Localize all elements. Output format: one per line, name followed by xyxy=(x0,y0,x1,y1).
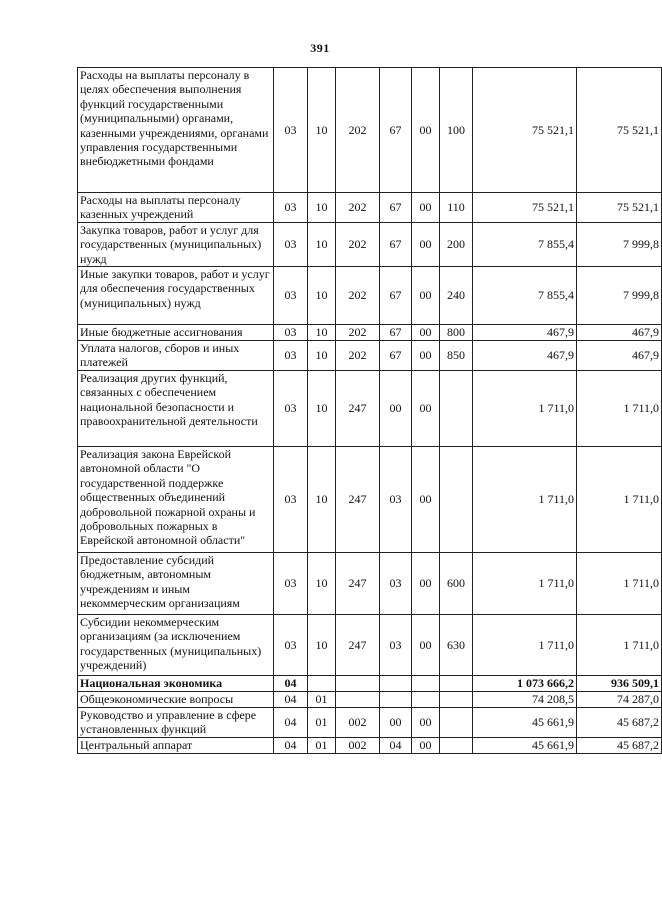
row-target-code-3 xyxy=(412,692,440,708)
table-row xyxy=(78,325,662,341)
row-section: 03 xyxy=(274,325,308,341)
row-target-code-3: 00 xyxy=(412,615,440,676)
row-name: Расходы на выплаты персоналу в целях обеспечения выполнения функций государственными (муниципальными) органами, казенными учреждениями, органами управления государственными внебюджетными фондами xyxy=(78,68,274,193)
row-section: 03 xyxy=(274,193,308,223)
row-target-code-3: 00 xyxy=(412,447,440,553)
row-expense-type: 200 xyxy=(440,222,473,266)
row-target-code-1: 002 xyxy=(336,708,380,738)
row-expense-type xyxy=(440,708,473,738)
row-expense-type: 800 xyxy=(440,325,473,341)
row-target-code-3: 00 xyxy=(412,708,440,738)
row-amount-year-2: 45 687,2 xyxy=(577,708,662,738)
table-row xyxy=(78,692,662,708)
budget-table xyxy=(77,67,662,754)
row-amount-year-1: 7 855,4 xyxy=(473,267,577,325)
row-target-code-2: 67 xyxy=(380,68,412,193)
row-target-code-1: 202 xyxy=(336,222,380,266)
row-target-code-1: 247 xyxy=(336,447,380,553)
table-row xyxy=(78,193,662,223)
row-section: 04 xyxy=(274,676,308,692)
row-target-code-1 xyxy=(336,676,380,692)
row-amount-year-1: 1 711,0 xyxy=(473,371,577,447)
row-amount-year-2: 1 711,0 xyxy=(577,553,662,615)
row-section: 03 xyxy=(274,341,308,371)
row-amount-year-2: 936 509,1 xyxy=(577,676,662,692)
row-target-code-1: 247 xyxy=(336,371,380,447)
row-section: 03 xyxy=(274,222,308,266)
row-target-code-3: 00 xyxy=(412,193,440,223)
row-target-code-2: 67 xyxy=(380,325,412,341)
row-target-code-1: 202 xyxy=(336,193,380,223)
row-name: Закупка товаров, работ и услуг для государственных (муниципальных) нужд xyxy=(78,222,274,266)
row-expense-type xyxy=(440,676,473,692)
row-expense-type: 110 xyxy=(440,193,473,223)
row-target-code-2: 67 xyxy=(380,193,412,223)
table-row xyxy=(78,708,662,738)
row-target-code-3: 00 xyxy=(412,267,440,325)
row-target-code-3: 00 xyxy=(412,371,440,447)
row-name: Уплата налогов, сборов и иных платежей xyxy=(78,341,274,371)
row-target-code-1: 202 xyxy=(336,68,380,193)
row-amount-year-2: 7 999,8 xyxy=(577,267,662,325)
row-target-code-2: 67 xyxy=(380,222,412,266)
row-name: Руководство и управление в сфере установленных функций xyxy=(78,708,274,738)
row-subsection: 10 xyxy=(308,267,336,325)
row-amount-year-1: 7 855,4 xyxy=(473,222,577,266)
row-expense-type: 600 xyxy=(440,553,473,615)
row-section: 03 xyxy=(274,68,308,193)
row-amount-year-1: 45 661,9 xyxy=(473,708,577,738)
row-amount-year-2: 74 287,0 xyxy=(577,692,662,708)
row-name: Реализация закона Еврейской автономной области "О государственной поддержке общественных объединений добровольной пожарной охраны и добровольных пожарных в Еврейской автономной области" xyxy=(78,447,274,553)
table-row xyxy=(78,676,662,692)
row-target-code-2: 00 xyxy=(380,371,412,447)
row-amount-year-1: 467,9 xyxy=(473,325,577,341)
row-target-code-2: 03 xyxy=(380,615,412,676)
row-amount-year-2: 1 711,0 xyxy=(577,615,662,676)
row-amount-year-2: 45 687,2 xyxy=(577,738,662,754)
row-target-code-2: 67 xyxy=(380,267,412,325)
row-subsection: 10 xyxy=(308,325,336,341)
row-name: Общеэкономические вопросы xyxy=(78,692,274,708)
row-target-code-1: 202 xyxy=(336,325,380,341)
row-subsection: 01 xyxy=(308,692,336,708)
row-target-code-1: 202 xyxy=(336,267,380,325)
row-target-code-1: 002 xyxy=(336,738,380,754)
row-name: Национальная экономика xyxy=(78,676,274,692)
row-section: 03 xyxy=(274,267,308,325)
row-expense-type: 240 xyxy=(440,267,473,325)
row-subsection xyxy=(308,676,336,692)
row-subsection: 10 xyxy=(308,553,336,615)
row-section: 03 xyxy=(274,615,308,676)
row-section: 04 xyxy=(274,708,308,738)
row-target-code-1: 247 xyxy=(336,615,380,676)
row-subsection: 10 xyxy=(308,341,336,371)
row-target-code-3 xyxy=(412,676,440,692)
table-row xyxy=(78,615,662,676)
row-name: Расходы на выплаты персоналу казенных учреждений xyxy=(78,193,274,223)
row-target-code-2: 03 xyxy=(380,553,412,615)
row-amount-year-2: 467,9 xyxy=(577,325,662,341)
row-section: 04 xyxy=(274,692,308,708)
row-subsection: 10 xyxy=(308,447,336,553)
row-target-code-2 xyxy=(380,676,412,692)
row-target-code-2: 04 xyxy=(380,738,412,754)
row-target-code-1: 202 xyxy=(336,341,380,371)
row-amount-year-1: 1 711,0 xyxy=(473,615,577,676)
row-name: Центральный аппарат xyxy=(78,738,274,754)
row-target-code-2: 03 xyxy=(380,447,412,553)
row-section: 03 xyxy=(274,553,308,615)
row-target-code-2: 00 xyxy=(380,708,412,738)
row-target-code-3: 00 xyxy=(412,553,440,615)
row-amount-year-1: 74 208,5 xyxy=(473,692,577,708)
row-expense-type xyxy=(440,738,473,754)
row-target-code-2 xyxy=(380,692,412,708)
row-expense-type xyxy=(440,371,473,447)
table-row xyxy=(78,267,662,325)
row-amount-year-1: 1 073 666,2 xyxy=(473,676,577,692)
table-row xyxy=(78,68,662,193)
row-subsection: 10 xyxy=(308,193,336,223)
row-amount-year-1: 467,9 xyxy=(473,341,577,371)
row-name: Предоставление субсидий бюджетным, автономным учреждениям и иным некоммерческим организациям xyxy=(78,553,274,615)
row-expense-type: 630 xyxy=(440,615,473,676)
row-amount-year-1: 1 711,0 xyxy=(473,553,577,615)
row-subsection: 10 xyxy=(308,615,336,676)
table-row xyxy=(78,222,662,266)
row-subsection: 01 xyxy=(308,738,336,754)
row-amount-year-2: 7 999,8 xyxy=(577,222,662,266)
row-subsection: 10 xyxy=(308,222,336,266)
row-target-code-3: 00 xyxy=(412,325,440,341)
page-number: 391 xyxy=(310,41,330,55)
table-row xyxy=(78,341,662,371)
row-name: Реализация других функций, связанных с обеспечением национальной безопасности и правоохранительной деятельности xyxy=(78,371,274,447)
row-amount-year-2: 1 711,0 xyxy=(577,447,662,553)
row-target-code-3: 00 xyxy=(412,738,440,754)
row-expense-type: 850 xyxy=(440,341,473,371)
row-amount-year-2: 75 521,1 xyxy=(577,193,662,223)
row-name: Иные бюджетные ассигнования xyxy=(78,325,274,341)
row-subsection: 10 xyxy=(308,68,336,193)
row-name: Субсидии некоммерческим организациям (за исключением государственных (муниципальных) учреждений) xyxy=(78,615,274,676)
row-target-code-1: 247 xyxy=(336,553,380,615)
row-section: 03 xyxy=(274,447,308,553)
row-expense-type xyxy=(440,447,473,553)
row-target-code-3: 00 xyxy=(412,341,440,371)
row-expense-type xyxy=(440,692,473,708)
table-row xyxy=(78,553,662,615)
row-name: Иные закупки товаров, работ и услуг для обеспечения государственных (муниципальных) нужд xyxy=(78,267,274,325)
row-amount-year-2: 75 521,1 xyxy=(577,68,662,193)
table-row xyxy=(78,738,662,754)
row-amount-year-1: 75 521,1 xyxy=(473,68,577,193)
row-amount-year-1: 1 711,0 xyxy=(473,447,577,553)
row-target-code-3: 00 xyxy=(412,68,440,193)
row-target-code-2: 67 xyxy=(380,341,412,371)
row-amount-year-1: 45 661,9 xyxy=(473,738,577,754)
row-amount-year-2: 1 711,0 xyxy=(577,371,662,447)
row-section: 04 xyxy=(274,738,308,754)
row-expense-type: 100 xyxy=(440,68,473,193)
table-row xyxy=(78,447,662,553)
row-subsection: 01 xyxy=(308,708,336,738)
row-target-code-3: 00 xyxy=(412,222,440,266)
row-target-code-1 xyxy=(336,692,380,708)
table-row xyxy=(78,371,662,447)
row-amount-year-1: 75 521,1 xyxy=(473,193,577,223)
row-section: 03 xyxy=(274,371,308,447)
row-amount-year-2: 467,9 xyxy=(577,341,662,371)
table-body xyxy=(78,68,662,754)
row-subsection: 10 xyxy=(308,371,336,447)
